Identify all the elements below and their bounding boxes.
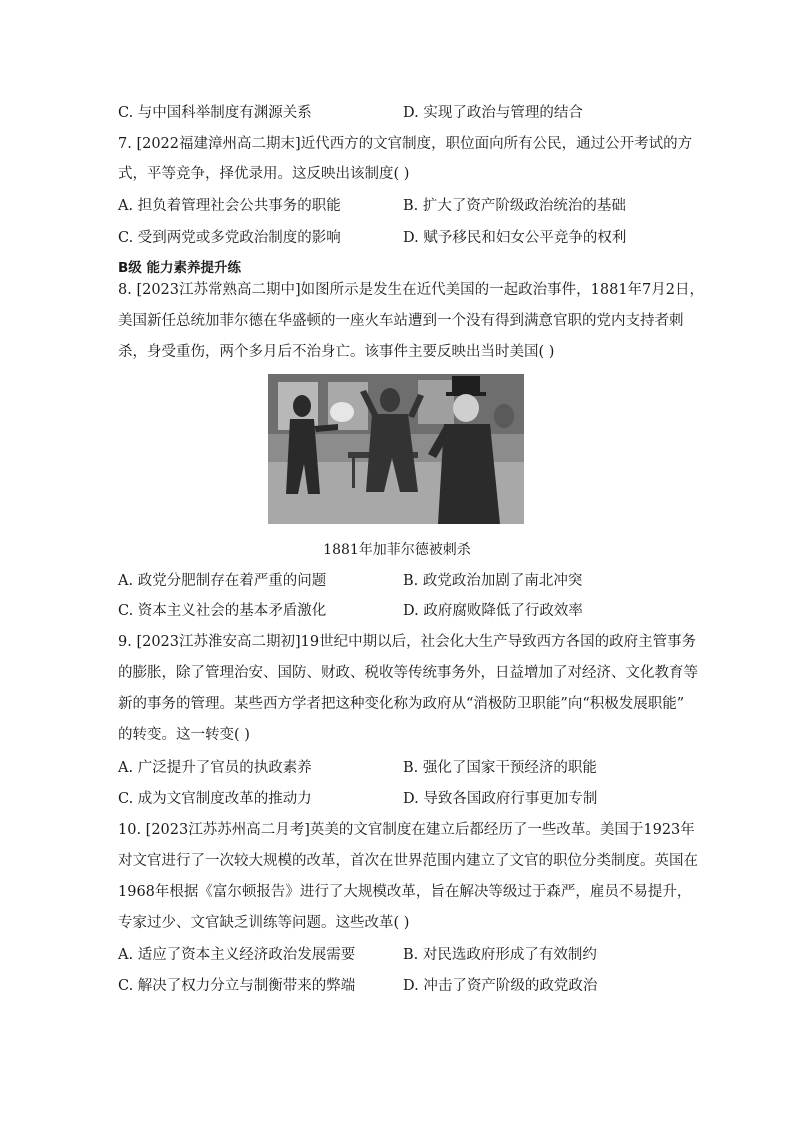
q8-option-b: B. 政党政治加剧了南北冲突	[403, 573, 583, 589]
q8-stem-line-2: 美国新任总统加菲尔德在华盛顿的一座火车站遭到一个没有得到满意官职的党内支持者刺	[118, 313, 684, 329]
q9-option-c: C. 成为文官制度改革的推动力	[118, 791, 312, 807]
q7-option-b: B. 扩大了资产阶级政治统治的基础	[403, 198, 626, 214]
q10-stem-line-4: 专家过少、文官缺乏训练等问题。这些改革( )	[118, 915, 410, 931]
q7-option-c: C. 受到两党或多党政治制度的影响	[118, 230, 341, 246]
q9-stem-line-2: 的膨胀，除了管理治安、国防、财政、税收等传统事务外，日益增加了对经济、文化教育等	[118, 665, 698, 681]
q9-stem-line-1: 9. [2023江苏淮安高二期初]19世纪中期以后，社会化大生产导致西方各国的政府主管事务	[118, 634, 697, 650]
q7-stem-line-1: 7. [2022福建漳州高二期末]近代西方的文官制度，职位面向所有公民，通过公开考试的方	[118, 136, 693, 152]
q10-option-c: C. 解决了权力分立与制衡带来的弊端	[118, 978, 356, 994]
q9-stem-line-4: 的转变。这一转变( )	[118, 727, 250, 743]
q8-stem-line-1: 8. [2023江苏常熟高二期中]如图所示是发生在近代美国的一起政治事件，1881年7月2日，	[118, 282, 705, 298]
q10-stem-line-2: 对文官进行了一次较大规模的改革，首次在世界范围内建立了文官的职位分类制度。英国在	[118, 853, 698, 869]
q10-option-b: B. 对民选政府形成了有效制约	[403, 947, 597, 963]
section-b-heading: B级 能力素养提升练	[118, 260, 241, 276]
q6-option-c: C. 与中国科举制度有渊源关系	[118, 105, 312, 121]
q10-option-a: A. 适应了资本主义经济政治发展需要	[118, 947, 356, 963]
q10-stem-line-1: 10. [2023江苏苏州高二月考]英美的文官制度在建立后都经历了一些改革。美国于1923年	[118, 822, 695, 838]
q10-stem-line-3: 1968年根据《富尔顿报告》进行了大规模改革，旨在解决等级过于森严，雇员不易提升，	[118, 884, 692, 900]
q9-option-a: A. 广泛提升了官员的执政素养	[118, 760, 312, 776]
q9-option-d: D. 导致各国政府行事更加专制	[403, 791, 598, 807]
q6-option-d: D. 实现了政治与管理的结合	[403, 105, 583, 121]
q8-option-a: A. 政党分肥制存在着严重的问题	[118, 573, 327, 589]
figure-caption: 1881年加菲尔德被刺杀	[323, 542, 471, 558]
q9-option-b: B. 强化了国家干预经济的职能	[403, 760, 597, 776]
q8-option-c: C. 资本主义社会的基本矛盾激化	[118, 603, 327, 619]
q7-option-a: A. 担负着管理社会公共事务的职能	[118, 198, 341, 214]
garfield-assassination-illustration	[268, 374, 524, 524]
q8-option-d: D. 政府腐败降低了行政效率	[403, 603, 583, 619]
q7-stem-line-2: 式，平等竞争，择优录用。这反映出该制度( )	[118, 166, 410, 182]
q8-stem-line-3: 杀，身受重伤，两个多月后不治身亡。该事件主要反映出当时美国( )	[118, 344, 555, 360]
q9-stem-line-3: 新的事务的管理。某些西方学者把这种变化称为政府从“消极防卫职能”向“积极发展职能”	[118, 696, 685, 712]
q10-option-d: D. 冲击了资产阶级的政党政治	[403, 978, 598, 994]
q7-option-d: D. 赋予移民和妇女公平竞争的权利	[403, 230, 627, 246]
